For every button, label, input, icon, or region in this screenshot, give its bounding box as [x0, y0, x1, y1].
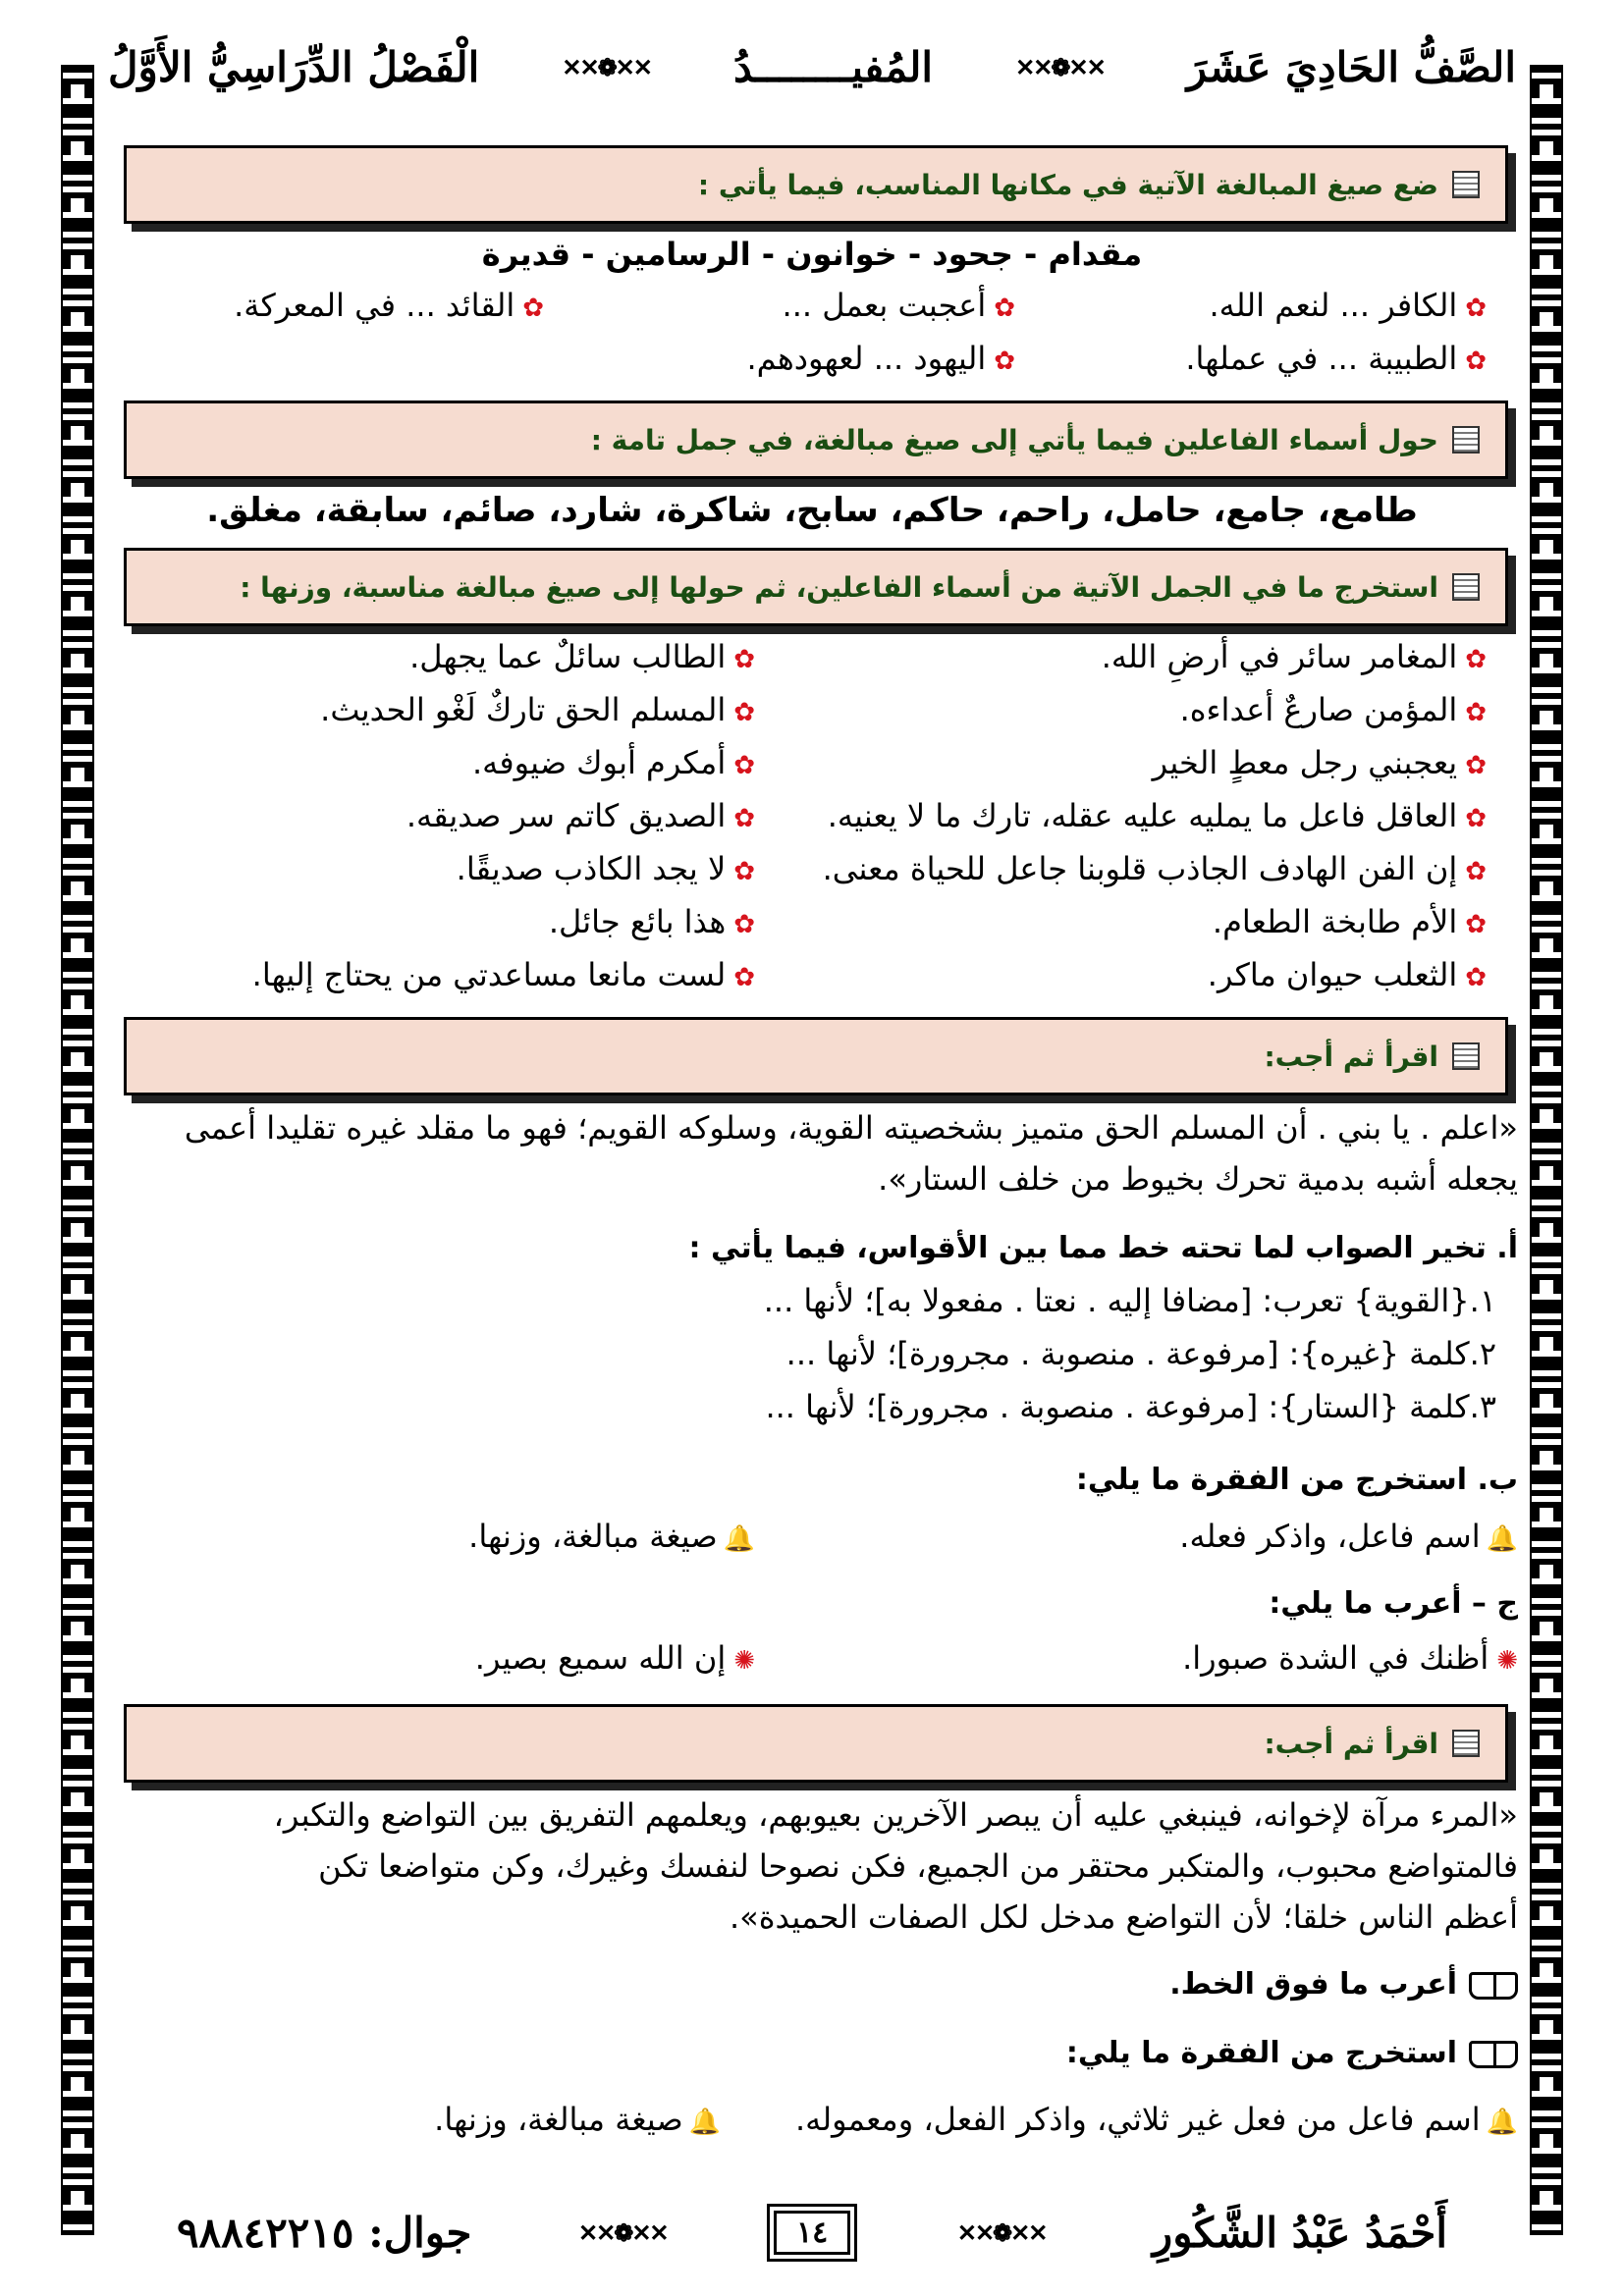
list-item: ✿أعجبت بعمل ... [782, 287, 1015, 324]
list-item: ٣.كلمة {الستار}: [مرفوعة . منصوبة . مجرورة]؛ لأنها ... [765, 1388, 1496, 1425]
flower-icon: ✿ [1465, 963, 1487, 992]
book-title: المُفيــــــــدُ [732, 42, 934, 91]
flower-icon: ✿ [733, 804, 755, 833]
list-item: ✿الكافر ... لنعم الله. [1209, 287, 1487, 324]
document-icon [1452, 1730, 1480, 1757]
subquestion-a: أ. تخير الصواب لما تحته خط مما بين الأقواس، فيما يأتي : [688, 1231, 1518, 1265]
flower-icon: ✿ [733, 645, 755, 674]
list-item: ✿الثعلب حيوان ماكر. [1207, 956, 1487, 993]
question-title: حول أسماء الفاعلين فيما يأتي إلى صيغ مبالغة، في جمل تامة : [590, 423, 1438, 456]
task-line: أعرب ما فوق الخط. [1169, 1967, 1518, 2002]
paragraph-line: يجعله أشبه بدمية تحرك بخيوط من خلف الستار». [878, 1160, 1518, 1198]
question-box-4 [124, 1017, 1508, 1095]
flower-icon: ✿ [1465, 751, 1487, 780]
word-bank: مقدام - جحود - خوانون - الرسامين - قديرة [481, 236, 1143, 273]
book-icon [1469, 1972, 1518, 2000]
bell-icon: 🔔 [1486, 1524, 1518, 1554]
list-item: ✿إن الفن الهادف الجاذب قلوبنا جاعل للحياة معنى. [822, 850, 1487, 887]
flower-icon: ✿ [994, 294, 1015, 323]
list-item: ✿المؤمن صارعٌ أعداءه. [1179, 691, 1487, 728]
paragraph-line: أعظم الناس خلقا؛ لأن التواضع مدخل لكل الصفات الحميدة». [730, 1898, 1518, 1936]
list-item: ✿المغامر سائر في أرضِ الله. [1101, 638, 1487, 675]
ornament: ✕✕❁✕✕ [1015, 52, 1105, 81]
question-box-3 [124, 548, 1508, 626]
list-item: ١.{القوية} تعرب: [مضافا إليه . نعتا . مفعولا به]؛ لأنها ... [763, 1282, 1496, 1319]
task-line: استخرج من الفقرة ما يلي: [1066, 2036, 1518, 2070]
question-title: اقرأ ثم أجب: [1264, 1727, 1438, 1760]
list-item: 🔔اسم فاعل من فعل غير ثلاثي، واذكر الفعل، ومعموله. [795, 2101, 1518, 2138]
flower-icon: ✿ [1465, 347, 1487, 376]
page-header [108, 35, 1516, 98]
question-box-5 [124, 1704, 1508, 1783]
list-item: ✿الأم طابخة الطعام. [1212, 903, 1487, 940]
paragraph-line: «المرء مرآة لإخوانه، فينبغي عليه أن يبصر الآخرين بعيوبهم، ويعلمهم التفريق بين التواضع والتكبر، [273, 1796, 1518, 1834]
list-item: ✺أظنك في الشدة صبورا. [1182, 1639, 1518, 1677]
flower-icon: ✿ [1465, 857, 1487, 886]
page-border-left [61, 65, 94, 2235]
subquestion-c: ج – أعرب ما يلي: [1269, 1586, 1518, 1621]
flower-icon: ✿ [1465, 910, 1487, 939]
flower-icon: ✿ [733, 910, 755, 939]
list-item: ✿أمكرم أبوك ضيوفه. [472, 744, 755, 781]
list-item: ✿هذا بائع جائل. [548, 903, 755, 940]
author-name: أَحْمَدُ عَبْدُ الشَّكُورِ [1152, 2208, 1447, 2257]
list-item: ✿لست مانعا مساعدتي من يحتاج إليها. [251, 956, 755, 993]
flower-icon: ✿ [1465, 645, 1487, 674]
list-item: 🔔صيغة مبالغة، وزنها. [434, 2101, 721, 2138]
flower-icon: ✿ [1465, 294, 1487, 323]
flower-icon: ✿ [733, 963, 755, 992]
list-item: ٢.كلمة {غيره}: [مرفوعة . منصوبة . مجرورة]؛ لأنها ... [785, 1335, 1496, 1372]
list-item: ✿العاقل فاعل ما يمليه عليه عقله، تارك ما لا يعنيه. [827, 797, 1487, 834]
question-title: ضع صيغ المبالغة الآتية في مكانها المناسب، فيما يأتي : [697, 168, 1438, 201]
document-icon [1452, 171, 1480, 198]
book-icon [1469, 2041, 1518, 2068]
paragraph-line: «اعلم . يا بني . أن المسلم الحق متميز بشخصيته القوية، وسلوكه القويم؛ فهو ما مقلد غيره تقليدا أعمى [184, 1109, 1518, 1147]
phone-number: جوال: ٩٨٨٤٢٢١٥ [177, 2208, 472, 2257]
question-box-1 [124, 145, 1508, 224]
list-item: 🔔اسم فاعل، واذكر فعله. [1179, 1518, 1518, 1555]
ornament: ✕✕❁✕✕ [577, 2217, 668, 2247]
flower-icon: ✿ [1465, 804, 1487, 833]
document-icon [1452, 426, 1480, 454]
list-item: ✿الطالب سائلٌ عما يجهل. [409, 638, 755, 675]
question-box-2 [124, 400, 1508, 479]
list-item: ✿اليهود ... لعهودهم. [746, 340, 1015, 377]
list-item: ✺إن الله سميع بصير. [474, 1639, 755, 1677]
question-title: استخرج ما في الجمل الآتية من أسماء الفاعلين، ثم حولها إلى صيغ مبالغة مناسبة، وزنها : [240, 570, 1438, 604]
document-icon [1452, 573, 1480, 601]
flower-icon: ✿ [733, 698, 755, 727]
page-number: ١٤ [774, 2211, 850, 2255]
flower-icon: ✿ [733, 751, 755, 780]
flower-icon: ✿ [733, 857, 755, 886]
term-title: الْفَصْلُ الدِّرَاسِيُّ الأَوَّلُ [108, 42, 480, 91]
bell-icon: 🔔 [1486, 2108, 1518, 2137]
list-item: ✿لا يجد الكاذب صديقًا. [456, 850, 755, 887]
list-item: ✿الصديق كاتم سر صديقه. [406, 797, 755, 834]
subquestion-b: ب. استخرج من الفقرة ما يلي: [1075, 1463, 1518, 1497]
grade-title: الصَّفُّ الحَادِيَ عَشَرَ [1186, 42, 1516, 91]
list-item: ✿المسلم الحق تاركٌ لَغْو الحديث. [320, 691, 755, 728]
ornament: ✕✕❁✕✕ [956, 2217, 1047, 2247]
bell-icon: 🔔 [688, 2108, 721, 2137]
flower-icon: ✺ [1496, 1646, 1518, 1676]
word-list: طامع، جامع، حامل، راحم، حاكم، سابح، شاكرة، شارد، صائم، سابقة، مغلق. [206, 491, 1418, 530]
ornament: ✕✕❁✕✕ [562, 52, 651, 81]
flower-icon: ✿ [1465, 698, 1487, 727]
flower-icon: ✿ [522, 294, 544, 323]
document-icon [1452, 1042, 1480, 1070]
page-footer [177, 2198, 1447, 2267]
list-item: ✿يعجبني رجل معطٍ الخير [1152, 744, 1487, 781]
bell-icon: 🔔 [723, 1524, 755, 1554]
question-title: اقرأ ثم أجب: [1264, 1040, 1438, 1073]
flower-icon: ✺ [733, 1646, 755, 1676]
paragraph-line: فالمتواضع محبوب، والمتكبر محتقر من الجميع، فكن نصوحا لنفسك وغيرك، وكن متواضعا تكن [318, 1847, 1518, 1885]
flower-icon: ✿ [994, 347, 1015, 376]
list-item: ✿القائد ... في المعركة. [234, 287, 544, 324]
list-item: ✿الطبيبة ... في عملها. [1185, 340, 1487, 377]
list-item: 🔔صيغة مبالغة، وزنها. [468, 1518, 755, 1555]
page-border-right [1530, 65, 1563, 2235]
